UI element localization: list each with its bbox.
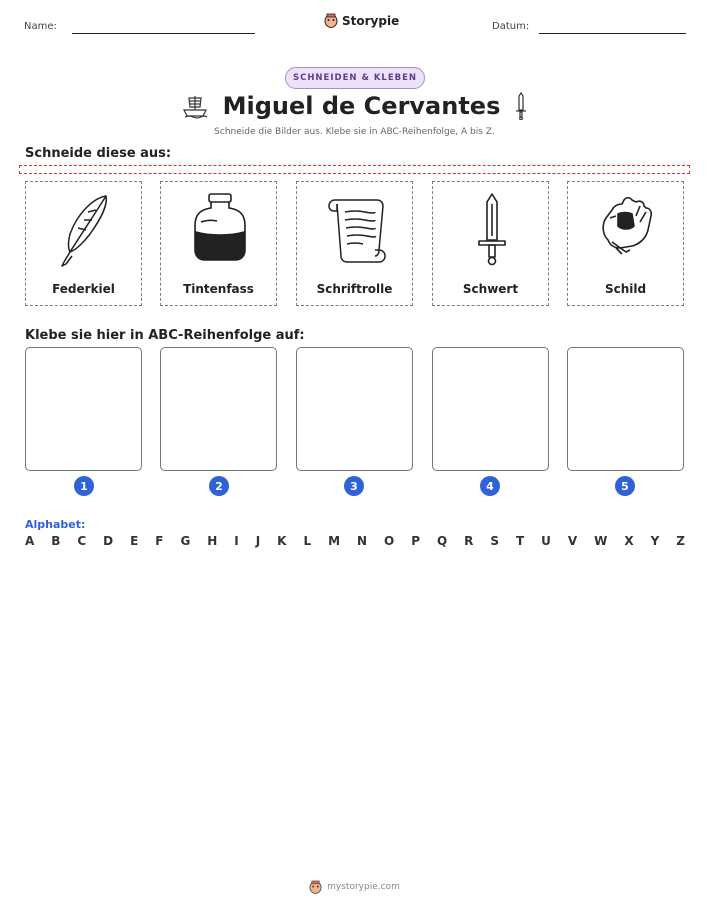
paste-slot-2[interactable]	[160, 347, 277, 471]
paste-slot-5[interactable]	[567, 347, 684, 471]
footer	[0, 880, 709, 894]
name-label: Name:	[24, 21, 57, 32]
brand-name: Storypie	[342, 13, 400, 28]
paste-slot-3[interactable]	[296, 347, 413, 471]
alphabet-letter: T	[515, 534, 525, 548]
alphabet-heading: Alphabet:	[25, 518, 86, 531]
instructions: Schneide die Bilder aus. Klebe sie in ABC-Reihenfolge, A bis Z.	[214, 127, 495, 137]
card-label: Schriftrolle	[316, 282, 393, 296]
paste-slot-4[interactable]	[432, 347, 549, 471]
alphabet-letter: J	[255, 534, 261, 548]
slot-number-3: 3	[344, 476, 364, 496]
alphabet-letter: G	[180, 534, 191, 548]
slot-number-5: 5	[615, 476, 635, 496]
cut-card-1[interactable]	[25, 181, 142, 306]
alphabet-letter: M	[328, 534, 341, 548]
alphabet-letter: D	[103, 534, 114, 548]
cut-line	[19, 165, 690, 174]
alphabet-letter: U	[541, 534, 551, 548]
storypie-logo-icon	[324, 13, 338, 28]
date-line	[539, 33, 686, 34]
alphabet-letter: B	[51, 534, 61, 548]
scroll-icon	[325, 190, 387, 270]
alphabet-letter: S	[490, 534, 499, 548]
card-label: Schwert	[462, 282, 519, 296]
title-row	[0, 92, 709, 123]
alphabet-letter: O	[384, 534, 395, 548]
alphabet-row	[25, 534, 685, 548]
name-line	[72, 33, 255, 34]
alphabet-letter: H	[207, 534, 218, 548]
alphabet-letter: Y	[650, 534, 660, 548]
sword-icon	[461, 190, 523, 270]
alphabet-letter: L	[303, 534, 312, 548]
alphabet-letter: K	[277, 534, 287, 548]
alphabet-letter: C	[77, 534, 87, 548]
cut-card-3[interactable]	[296, 181, 413, 306]
ship-icon	[181, 93, 209, 119]
inkwell-icon	[189, 190, 251, 270]
card-label: Schild	[604, 282, 647, 296]
cut-card-4[interactable]	[432, 181, 549, 306]
alphabet-letter: Z	[676, 534, 685, 548]
alphabet-letter: F	[155, 534, 164, 548]
alphabet-letter: E	[130, 534, 139, 548]
quill-icon	[54, 190, 116, 270]
alphabet-letter: R	[464, 534, 474, 548]
slot-number-4: 4	[480, 476, 500, 496]
storypie-logo-icon	[309, 880, 322, 894]
activity-badge: SCHNEIDEN & KLEBEN	[285, 67, 425, 89]
paste-slot-1[interactable]	[25, 347, 142, 471]
footer-url[interactable]: mystorypie.com	[327, 882, 400, 892]
date-label: Datum:	[492, 21, 530, 32]
alphabet-letter: X	[624, 534, 634, 548]
alphabet-letter: Q	[436, 534, 448, 548]
alphabet-letter: P	[411, 534, 420, 548]
cut-card-2[interactable]	[160, 181, 277, 306]
alphabet-letter: V	[567, 534, 578, 548]
slot-number-2: 2	[209, 476, 229, 496]
cut-heading: Schneide diese aus:	[25, 146, 172, 161]
brand-logo	[324, 13, 399, 28]
sword-title-icon	[514, 92, 528, 120]
gauntlet-icon	[596, 190, 658, 270]
page-title: Miguel de Cervantes	[222, 92, 501, 120]
alphabet-letter: A	[25, 534, 35, 548]
alphabet-letter: N	[357, 534, 368, 548]
card-label: Federkiel	[52, 282, 115, 296]
card-label: Tintenfass	[183, 282, 254, 296]
alphabet-letter: W	[594, 534, 608, 548]
slot-number-1: 1	[74, 476, 94, 496]
cut-card-5[interactable]	[567, 181, 684, 306]
paste-heading: Klebe sie hier in ABC-Reihenfolge auf:	[25, 328, 305, 343]
alphabet-letter: I	[234, 534, 239, 548]
